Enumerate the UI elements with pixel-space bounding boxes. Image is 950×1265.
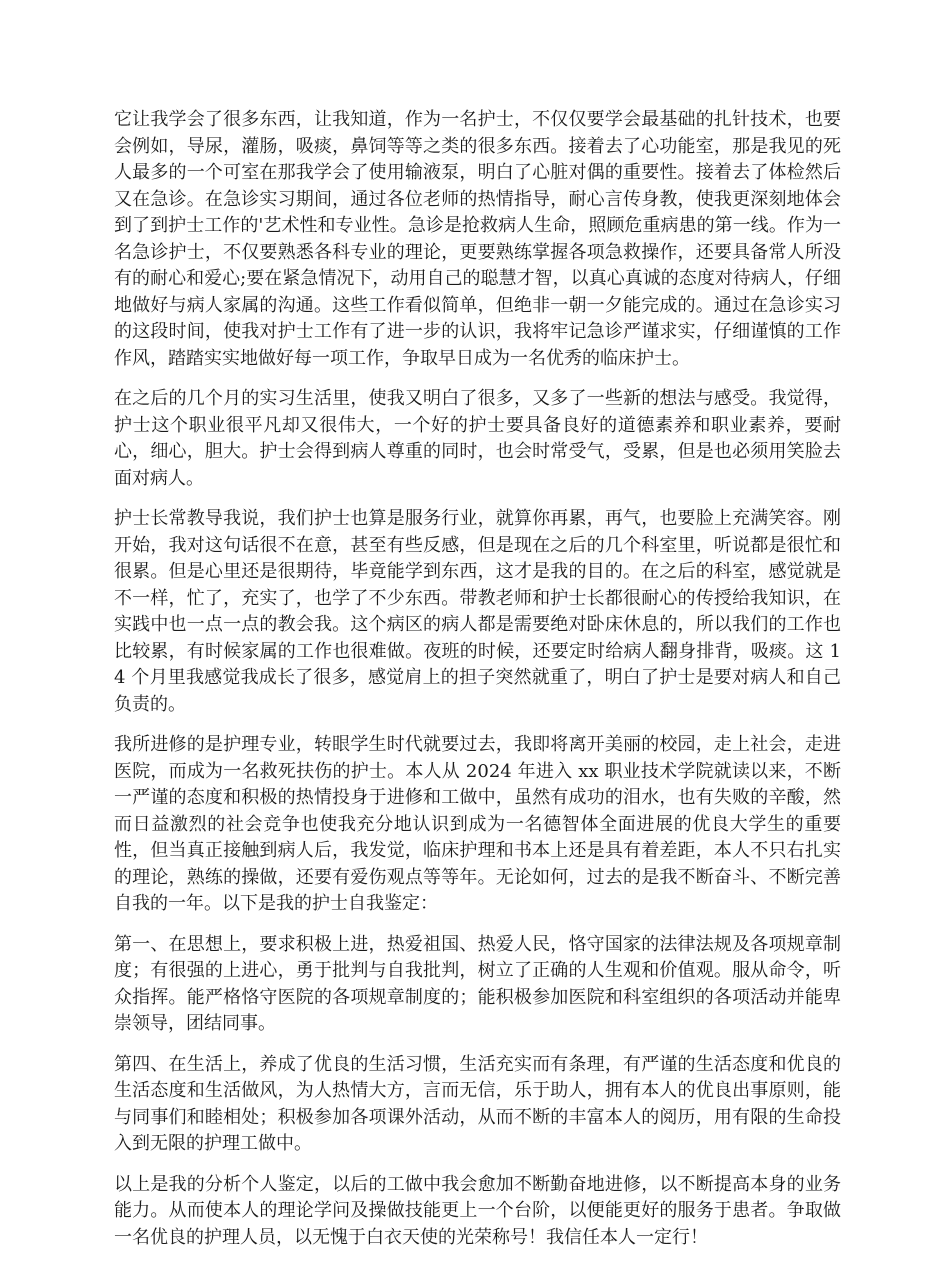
- paragraph-fourth-life: 第四、在生活上，养成了优良的生活习惯，生活充实而有条理，有严谨的生活态度和优良的生活态度和生活做风，为人热情大方，言而无信，乐于助人，拥有本人的优良出事原则，能与同事们和睦相处；积极参加各项课外活动，从而不断的丰富本人的阅历，用有限的生命投入到无限的护理工做中。: [114, 1053, 841, 1154]
- paragraph-conclusion: 以上是我的分析个人鉴定，以后的工做中我会愈加不断勤奋地进修，以不断提高本身的业务能力。从而使本人的理论学问及操做技能更上一个台阶，以便能更好的服务于患者。争取做一名优良的护理人员，以无愧于白衣天使的光荣称号！我信任本人一定行！: [114, 1173, 841, 1248]
- paragraph-internship-er: 它让我学会了很多东西，让我知道，作为一名护士，不仅仅要学会最基础的扎针技术，也要会例如，导尿，灌肠，吸痰，鼻饲等等之类的很多东西。接着去了心功能室，那是我见的死人最多的一个可室在那我学会了使用输液泵，明白了心脏对偶的重要性。接着去了体检然后又在急诊。在急诊实习期间，通过各位老师的热情指导，耐心言传身教，使我更深刻地体会到了到护士工作的'艺术性和专业性。急诊是抢救病人生命，照顾危重病患的第一线。作为一名急诊护士，不仅要熟悉各科专业的理论，更要熟练掌握各项急救操作，还要具备常人所没有的耐心和爱心;要在紧急情况下，动用自己的聪慧才智，以真心真诚的态度对待病人，仔细地做好与病人家属的沟通。这些工作看似简单，但绝非一朝一夕能完成的。通过在急诊实习的这段时间，使我对护士工作有了进一步的认识，我将牢记急诊严谨求实，仔细谨慎的工作作风，踏踏实实地做好每一项工作，争取早日成为一名优秀的临床护士。: [114, 109, 841, 369]
- paragraph-months-feelings: 在之后的几个月的实习生活里，使我又明白了很多，又多了一些新的想法与感受。我觉得，护士这个职业很平凡却又很伟大，一个好的护士要具备良好的道德素养和职业素养，要耐心，细心，胆大。护士会得到病人尊重的同时，也会时常受气，受累，但是也必须用笑脸去面对病人。: [114, 388, 841, 489]
- paragraph-head-nurse: 护士长常教导我说，我们护士也算是服务行业，就算你再累，再气，也要脸上充满笑容。刚开始，我对这句话很不在意，甚至有些反感，但是现在之后的几个科室里，听说都是很忙和很累。但是心里还是很期待，毕竟能学到东西，这才是我的目的。在之后的科室，感觉就是不一样，忙了，充实了，也学了不少东西。带教老师和护士长都很耐心的传授给我知识，在实践中也一点一点的教会我。这个病区的病人都是需要绝对卧床休息的，所以我们的工作也比较累，有时候家属的工作也很难做。夜班的时候，还要定时给病人翻身排背，吸痰。这 14 个月里我感觉我成长了很多，感觉肩上的担子突然就重了，明白了护士是要对病人和自己负责的。: [114, 508, 841, 715]
- paragraph-study-major: 我所进修的是护理专业，转眼学生时代就要过去，我即将离开美丽的校园，走上社会，走进医院，而成为一名救死扶伤的护士。本人从 2024 年进入 xx 职业技术学院就读以来，不断一严谨的态度和积极的热情投身于进修和工做中，虽然有成功的泪水，也有失败的辛酸，然而日益激烈的社会竞争也使我充分地认识到成为一名德智体全面进展的优良大学生的重要性，但当真正接触到病人后，我发觉，临床护理和书本上还是具有着差距，本人不只右扎实的理论，熟练的操做，还要有爱伤观点等等年。无论如何，过去的是我不断奋斗、不断完善自我的一年。以下是我的护士自我鉴定：: [114, 734, 841, 914]
- paragraph-first-thought: 第一、在思想上，要求积极上进，热爱祖国、热爱人民，恪守国家的法律法规及各项规章制度；有很强的上进心，勇于批判与自我批判，树立了正确的人生观和价值观。服从命令，听众指挥。能严格恪守医院的各项规章制度的；能积极参加医院和科室组织的各项活动并能卑崇领导，团结同事。: [114, 933, 841, 1034]
- document-body: [114, 107, 841, 1265]
